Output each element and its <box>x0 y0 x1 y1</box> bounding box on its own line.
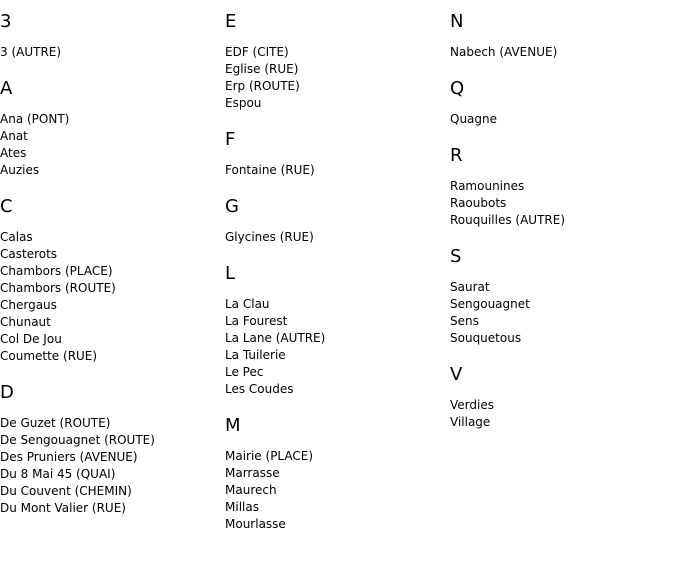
street-link[interactable]: Maurech <box>225 483 277 497</box>
street-link[interactable]: Sens <box>450 314 479 328</box>
street-list <box>450 111 670 128</box>
street-link[interactable]: Village <box>450 415 491 429</box>
street-link[interactable]: Ramounines <box>450 179 525 193</box>
street-link[interactable]: Ana (PONT) <box>0 112 70 126</box>
street-link[interactable]: La Clau <box>225 297 270 311</box>
letter-heading: L <box>225 263 236 284</box>
street-link[interactable]: Les Coudes <box>225 382 294 396</box>
street-list <box>450 44 670 61</box>
street-link[interactable]: Eglise (RUE) <box>225 62 299 76</box>
letter-group <box>450 245 670 347</box>
letter-group <box>225 128 445 179</box>
street-link[interactable]: Rouquilles (AUTRE) <box>450 213 566 227</box>
street-link[interactable]: Du 8 Mai 45 (QUAI) <box>0 467 116 481</box>
street-list <box>225 296 445 398</box>
street-link[interactable]: Chergaus <box>0 298 57 312</box>
letter-group <box>450 363 670 431</box>
street-link[interactable]: EDF (CITE) <box>225 45 289 59</box>
street-list <box>225 448 445 533</box>
letter-group <box>0 195 220 365</box>
street-link[interactable]: Souquetous <box>450 331 522 345</box>
street-link[interactable]: La Tuilerie <box>225 348 286 362</box>
street-link[interactable]: Coumette (RUE) <box>0 349 98 363</box>
street-list <box>450 279 670 347</box>
letter-group <box>225 195 445 246</box>
letter-group <box>450 144 670 229</box>
letter-group <box>0 10 220 61</box>
letter-heading: M <box>225 415 241 436</box>
street-link[interactable]: Chambors (ROUTE) <box>0 281 116 295</box>
street-link[interactable]: Erp (ROUTE) <box>225 79 300 93</box>
letter-heading: E <box>225 11 237 32</box>
street-link[interactable]: Du Couvent (CHEMIN) <box>0 484 132 498</box>
street-link[interactable]: Fontaine (RUE) <box>225 163 315 177</box>
street-link[interactable]: Verdies <box>450 398 494 412</box>
letter-group <box>225 10 445 112</box>
street-link[interactable]: Sengouagnet <box>450 297 530 311</box>
letter-heading: D <box>0 382 14 403</box>
street-list <box>0 415 220 517</box>
street-link[interactable]: Chunaut <box>0 315 51 329</box>
street-link[interactable]: Anat <box>0 129 28 143</box>
street-link[interactable]: De Sengouagnet (ROUTE) <box>0 433 155 447</box>
street-link[interactable]: Millas <box>225 500 259 514</box>
street-link[interactable]: Du Mont Valier (RUE) <box>0 501 126 515</box>
street-index-column-2 <box>225 10 445 549</box>
street-link[interactable]: Calas <box>0 230 33 244</box>
street-link[interactable]: Col De Jou <box>0 332 62 346</box>
street-link[interactable]: Le Pec <box>225 365 264 379</box>
letter-heading: G <box>225 196 239 217</box>
letter-heading: V <box>450 364 463 385</box>
street-list <box>450 397 670 431</box>
letter-group <box>0 381 220 517</box>
street-link[interactable]: Raoubots <box>450 196 507 210</box>
street-index-column-3 <box>450 10 670 447</box>
street-list <box>0 229 220 365</box>
street-link[interactable]: Ates <box>0 146 27 160</box>
letter-group <box>225 262 445 398</box>
street-list <box>450 178 670 229</box>
street-link[interactable]: Saurat <box>450 280 490 294</box>
street-link[interactable]: Marrasse <box>225 466 280 480</box>
street-link[interactable]: Chambors (PLACE) <box>0 264 113 278</box>
street-link[interactable]: Glycines (RUE) <box>225 230 314 244</box>
letter-heading: Q <box>450 78 465 99</box>
street-link[interactable]: Espou <box>225 96 262 110</box>
street-list <box>225 162 445 179</box>
street-link[interactable]: Auzies <box>0 163 40 177</box>
letter-heading: F <box>225 129 236 150</box>
letter-group <box>225 414 445 533</box>
street-link[interactable]: Mairie (PLACE) <box>225 449 314 463</box>
letter-heading: R <box>450 145 463 166</box>
street-link[interactable]: Casterots <box>0 247 58 261</box>
street-link[interactable]: Nabech (AVENUE) <box>450 45 558 59</box>
letter-group <box>0 77 220 179</box>
street-index-column-1 <box>0 10 220 533</box>
letter-heading: N <box>450 11 464 32</box>
letter-heading: A <box>0 78 13 99</box>
letter-heading: 3 <box>0 11 12 32</box>
street-link[interactable]: Des Pruniers (AVENUE) <box>0 450 138 464</box>
letter-heading: C <box>0 196 13 217</box>
street-link[interactable]: La Lane (AUTRE) <box>225 331 326 345</box>
letter-group <box>450 10 670 61</box>
street-list <box>0 44 220 61</box>
street-link[interactable]: La Fourest <box>225 314 288 328</box>
street-list <box>0 111 220 179</box>
letter-heading: S <box>450 246 462 267</box>
street-list <box>225 44 445 112</box>
street-link[interactable]: De Guzet (ROUTE) <box>0 416 111 430</box>
street-list <box>225 229 445 246</box>
street-link[interactable]: 3 (AUTRE) <box>0 45 62 59</box>
street-link[interactable]: Quagne <box>450 112 498 126</box>
letter-group <box>450 77 670 128</box>
street-link[interactable]: Mourlasse <box>225 517 286 531</box>
